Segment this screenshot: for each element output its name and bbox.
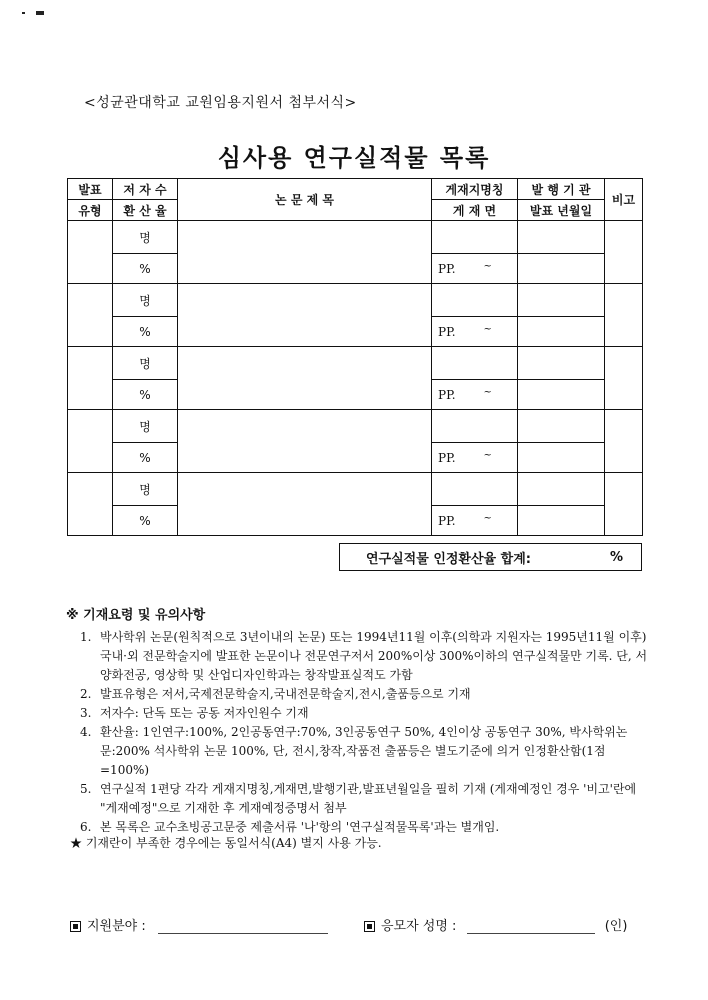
pages-cell[interactable] bbox=[432, 380, 518, 410]
note-number: 5. bbox=[80, 782, 92, 796]
type-cell[interactable] bbox=[68, 347, 113, 410]
table-header-row bbox=[68, 179, 643, 200]
pages-prefix: PP. bbox=[438, 513, 456, 528]
header-remarks: 비고 bbox=[605, 179, 643, 221]
pub-date-cell[interactable] bbox=[518, 254, 605, 284]
pages-dash: ~ bbox=[483, 449, 492, 461]
paper-title-cell[interactable] bbox=[178, 347, 432, 410]
ratio-cell[interactable]: % bbox=[113, 254, 178, 284]
journal-cell[interactable] bbox=[432, 473, 518, 506]
list-item bbox=[80, 723, 650, 780]
square-bullet-icon bbox=[70, 921, 81, 932]
remarks-cell[interactable] bbox=[605, 410, 643, 473]
pub-date-cell[interactable] bbox=[518, 443, 605, 473]
header-type-bottom: 유형 bbox=[68, 200, 113, 221]
journal-cell[interactable] bbox=[432, 347, 518, 380]
page-title: 심사용 연구실적물 목록 bbox=[217, 144, 491, 172]
remarks-cell[interactable] bbox=[605, 473, 643, 536]
note-number: 1. bbox=[80, 630, 92, 644]
note-text: 본 목록은 교수초빙공고문중 제출서류 '나'항의 '연구실적물목록'과는 별개임. bbox=[100, 820, 500, 834]
journal-cell[interactable] bbox=[432, 284, 518, 317]
pub-date-cell[interactable] bbox=[518, 317, 605, 347]
pub-date-cell[interactable] bbox=[518, 506, 605, 536]
scan-mark-icon bbox=[22, 8, 52, 18]
note-text: 저자수: 단독 또는 공동 저자인원수 기재 bbox=[100, 706, 309, 720]
table-row bbox=[68, 410, 643, 443]
pages-prefix: PP. bbox=[438, 450, 456, 465]
seal-label: (인) bbox=[604, 919, 628, 934]
list-item bbox=[80, 704, 650, 723]
header-pages: 게 재 면 bbox=[432, 200, 518, 221]
type-cell[interactable] bbox=[68, 221, 113, 284]
publisher-cell[interactable] bbox=[518, 410, 605, 443]
journal-cell[interactable] bbox=[432, 221, 518, 254]
square-bullet-icon bbox=[364, 921, 375, 932]
pages-dash: ~ bbox=[483, 323, 492, 335]
applicant-name bbox=[364, 915, 627, 934]
table-row bbox=[68, 473, 643, 506]
author-count-cell[interactable]: 명 bbox=[113, 284, 178, 317]
note-number: 6. bbox=[80, 820, 92, 834]
name-label: 응모자 성명 : bbox=[381, 919, 457, 934]
research-list-table bbox=[67, 178, 643, 536]
header-type-top: 발표 bbox=[68, 179, 113, 200]
publisher-cell[interactable] bbox=[518, 473, 605, 506]
extra-note: ★ 기재란이 부족한 경우에는 동일서식(A4) 별지 사용 가능. bbox=[70, 836, 382, 850]
note-text: 연구실적 1편당 각각 게재지명칭,게재면,발행기관,발표년월일을 필히 기재 (게재예정인 경우 '비고'란에 "게재예정"으로 기재한 후 게재예정증명서 첨부 bbox=[100, 782, 637, 815]
note-text: 발표유형은 저서,국제전문학술지,국내전문학술지,전시,출품등으로 기재 bbox=[100, 687, 471, 701]
pages-prefix: PP. bbox=[438, 387, 456, 402]
pages-cell[interactable] bbox=[432, 317, 518, 347]
type-cell[interactable] bbox=[68, 473, 113, 536]
header-journal: 게재지명칭 bbox=[432, 179, 518, 200]
header-publisher: 발 행 기 관 bbox=[518, 179, 605, 200]
paper-title-cell[interactable] bbox=[178, 410, 432, 473]
pages-cell[interactable] bbox=[432, 254, 518, 284]
list-item bbox=[80, 780, 650, 818]
total-ratio-box[interactable] bbox=[339, 543, 642, 571]
paper-title-cell[interactable] bbox=[178, 221, 432, 284]
note-number: 3. bbox=[80, 706, 92, 720]
table-row bbox=[68, 284, 643, 317]
pages-dash: ~ bbox=[483, 386, 492, 398]
notes-title: ※ 기재요령 및 유의사항 bbox=[66, 608, 206, 623]
ratio-cell[interactable]: % bbox=[113, 380, 178, 410]
author-count-cell[interactable]: 명 bbox=[113, 347, 178, 380]
publisher-cell[interactable] bbox=[518, 284, 605, 317]
remarks-cell[interactable] bbox=[605, 284, 643, 347]
author-count-cell[interactable]: 명 bbox=[113, 410, 178, 443]
ratio-cell[interactable]: % bbox=[113, 506, 178, 536]
publisher-cell[interactable] bbox=[518, 221, 605, 254]
note-number: 4. bbox=[80, 725, 92, 739]
type-cell[interactable] bbox=[68, 410, 113, 473]
pub-date-cell[interactable] bbox=[518, 380, 605, 410]
header-ratio: 환 산 율 bbox=[113, 200, 178, 221]
journal-cell[interactable] bbox=[432, 410, 518, 443]
paper-title-cell[interactable] bbox=[178, 473, 432, 536]
pages-cell[interactable] bbox=[432, 506, 518, 536]
publisher-cell[interactable] bbox=[518, 347, 605, 380]
header-paper-title: 논 문 제 목 bbox=[178, 179, 432, 221]
paper-title-cell[interactable] bbox=[178, 284, 432, 347]
pages-prefix: PP. bbox=[438, 324, 456, 339]
author-count-cell[interactable]: 명 bbox=[113, 221, 178, 254]
notes-list bbox=[80, 628, 650, 837]
note-text: 박사학위 논문(원칙적으로 3년이내의 논문) 또는 1994년11월 이후(의학과 지원자는 1995년11월 이후) 국내·외 전문학술지에 발표한 논문이나 전문연구저서 200%이상 300%이하의 연구실적물만 기록. 단, 서양화전공, 영상학 및 산업디자인학과는 창작발표실적도 가함 bbox=[100, 630, 648, 682]
remarks-cell[interactable] bbox=[605, 221, 643, 284]
field-label: 지원분야 : bbox=[87, 919, 146, 934]
pages-dash: ~ bbox=[483, 512, 492, 524]
table-row bbox=[68, 347, 643, 380]
pages-prefix: PP. bbox=[438, 261, 456, 276]
table-row bbox=[68, 221, 643, 254]
type-cell[interactable] bbox=[68, 284, 113, 347]
header-authors: 저 자 수 bbox=[113, 179, 178, 200]
author-count-cell[interactable]: 명 bbox=[113, 473, 178, 506]
field-input-line[interactable] bbox=[158, 919, 328, 934]
header-pub-date: 발표 년월일 bbox=[518, 200, 605, 221]
list-item bbox=[80, 685, 650, 704]
form-header-note: <성균관대학교 교원임용지원서 첨부서식> bbox=[84, 95, 357, 111]
ratio-cell[interactable]: % bbox=[113, 317, 178, 347]
note-text: 환산율: 1인연구:100%, 2인공동연구:70%, 3인공동연구 50%, 4인이상 공동연구 30%, 박사학위논문:200% 석사학위 논문 100%, 단, 전시,창작,작품전 출품등은 별도기준에 의거 인정환산함(1점=100%) bbox=[100, 725, 628, 777]
total-ratio-label: 연구실적물 인정환산율 합계: bbox=[366, 551, 531, 567]
remarks-cell[interactable] bbox=[605, 347, 643, 410]
list-item bbox=[80, 628, 650, 685]
total-ratio-unit: % bbox=[609, 549, 623, 565]
ratio-cell[interactable]: % bbox=[113, 443, 178, 473]
name-input-line[interactable] bbox=[467, 919, 595, 934]
pages-cell[interactable] bbox=[432, 443, 518, 473]
pages-dash: ~ bbox=[483, 260, 492, 272]
note-number: 2. bbox=[80, 687, 92, 701]
field-of-application bbox=[70, 915, 328, 934]
